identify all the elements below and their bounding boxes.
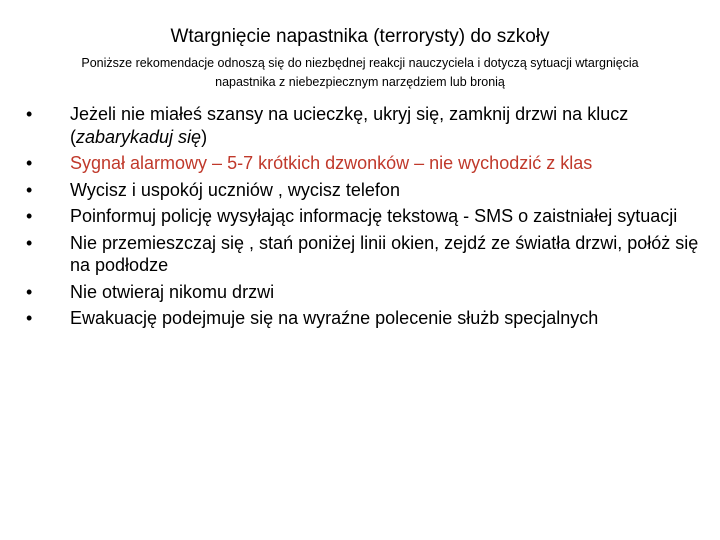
list-item [24,103,704,148]
slide-subtitle: Poniższe rekomendacje odnoszą się do niezbędnej reakcji nauczyciela i dotyczą sytuacji wtargnięcia napastnika z niebezpiecznym narzędziem lub bronią [81,56,639,89]
list-item-alarm-signal [24,152,704,175]
list-item [24,281,704,304]
list-item [24,205,704,228]
list-item-text-part: ) [201,126,208,147]
bullet-icon: • [26,281,33,302]
list-item [24,232,704,277]
list-item-text: Nie przemieszczaj się , stań poniżej linii okien, zejdź ze światła drzwi, połóż się na podłodze [70,232,699,275]
bullet-icon: • [26,179,33,200]
list-item-text: Nie otwieraj nikomu drzwi [70,281,275,302]
list-item-text: Sygnał alarmowy – 5-7 krótkich dzwonków – nie wychodzić z klas [70,153,593,173]
list-item [24,179,704,202]
bullet-icon: • [26,153,33,173]
list-item-text [70,104,628,147]
list-item-text-italic: zabarykaduj się [76,126,202,147]
list-item-text: Ewakuację podejmuje się na wyraźne polecenie służb specjalnych [70,308,599,328]
bullet-list [24,103,704,334]
list-item-text-part: Jeżeli nie miałeś szansy na ucieczkę, ukryj się, zamknij drzwi na klucz ( [70,104,629,147]
bullet-icon: • [26,104,33,124]
bullet-icon: • [26,232,33,253]
list-item-text: Poinformuj policję wysyłając informację tekstową - SMS o zaistniałej sytuacji [70,206,678,226]
list-item [24,307,704,330]
list-item-text: Wycisz i uspokój uczniów , wycisz telefon [70,179,400,200]
slide-title: Wtargnięcie napastnika (terrorysty) do szkoły [170,26,550,47]
bullet-icon: • [26,308,33,328]
bullet-icon: • [26,206,33,226]
